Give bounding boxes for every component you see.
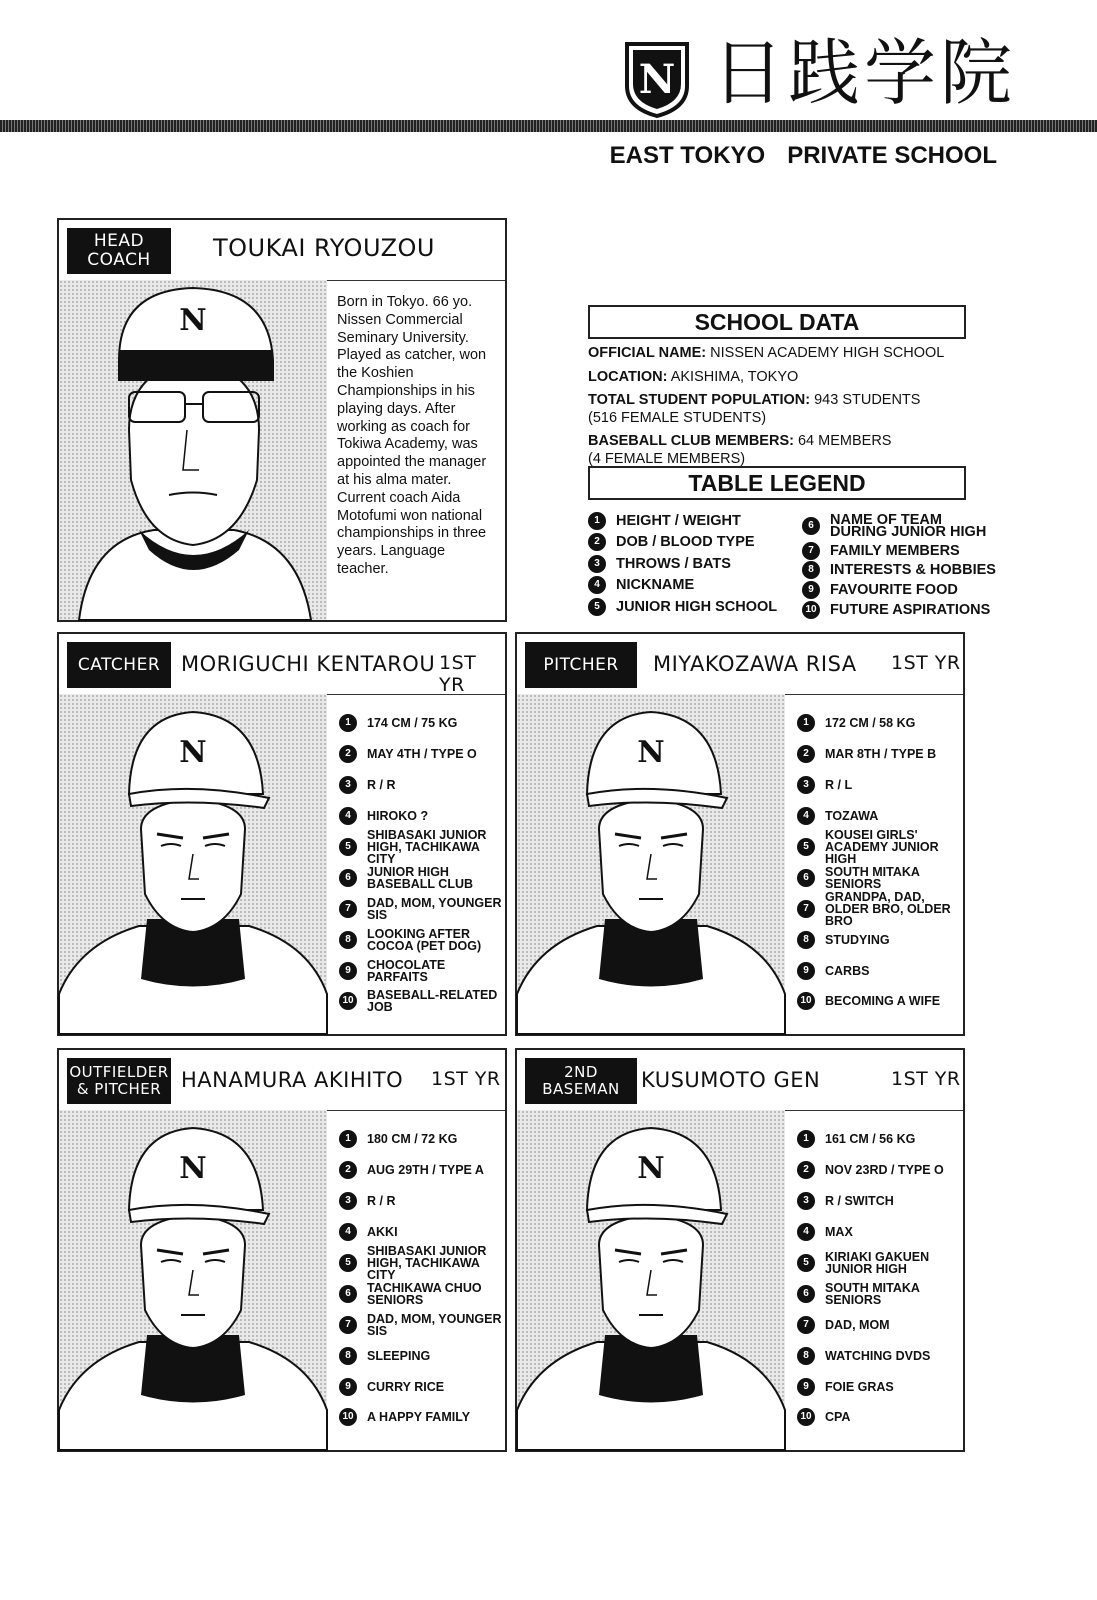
stat-number-icon: 5 [339,838,357,856]
population-value: 943 STUDENTS [814,392,921,408]
stat-number-icon: 3 [797,1192,815,1210]
stat-number-icon: 6 [339,1285,357,1303]
stat-number-icon: 7 [339,900,357,918]
legend-item: 9 FAVOURITE FOOD [802,580,1002,600]
stat-value: SHIBASAKI JUNIOR HIGH, TACHIKAWA CITY [367,1244,487,1283]
stat-item [339,1186,504,1217]
stat-number-icon: 5 [797,838,815,856]
official-name-label: OFFICIAL NAME: [588,345,707,361]
player-portrait [517,694,785,1034]
stat-item [797,986,962,1017]
stat-value: STUDYING [825,932,890,947]
player-stats [339,1124,504,1433]
stat-item [797,801,962,832]
stat-item [797,1217,962,1248]
player-year: 1ST YR [439,652,477,696]
table-legend [588,466,1018,618]
stat-item [797,1340,962,1371]
legend-item: 7 FAMILY MEMBERS [802,542,1002,560]
school-crest-icon [622,38,692,118]
player-name: KUSUMOTO GEN [641,1068,821,1092]
player-illustration [59,694,327,1034]
stat-item [797,1402,962,1433]
stat-value: 161 CM / 56 KG [825,1132,916,1147]
stat-value: AKKI [367,1225,398,1240]
stat-number-icon: 10 [797,992,815,1010]
stat-item [339,1155,504,1186]
stat-number-icon: 9 [797,962,815,980]
role-tag: OUTFIELDER & PITCHER [67,1058,171,1104]
svg-text:N: N [637,1151,665,1186]
stat-value: HIROKO ? [367,809,429,824]
stat-item [339,1244,504,1283]
population-note: (516 FEMALE STUDENTS) [588,409,767,426]
stat-number-icon: 5 [797,1254,815,1272]
stat-number-icon: 4 [339,1223,357,1241]
stat-item [797,1155,962,1186]
school-name-kanji: 日践学院 [712,31,1017,115]
player-illustration [517,694,785,1034]
player-year: 1ST YR [891,652,961,674]
legend-item: 8 INTERESTS & HOBBIES [802,560,1002,580]
population-label: TOTAL STUDENT POPULATION: [588,392,811,408]
legend-col-right [802,510,1002,620]
stat-item [797,739,962,770]
player-name: MORIGUCHI KENTAROU [181,652,436,676]
role-tag: 2ND BASEMAN [525,1058,637,1104]
stat-item [339,955,504,986]
school-data-box [588,305,1018,468]
location-label: LOCATION: [588,368,668,385]
stat-value: MAY 4TH / TYPE O [367,747,477,762]
player-card-header [59,634,505,695]
stat-item [339,828,504,867]
stat-value: MAX [825,1225,853,1240]
stat-item [339,1217,504,1248]
official-name-row [588,345,1018,363]
player-card [515,1048,965,1452]
stat-item [797,955,962,986]
stat-number-icon: 8 [339,1347,357,1365]
stat-value: BECOMING A WIFE [825,994,941,1009]
stat-number-icon: 1 [339,1130,357,1148]
player-portrait [59,694,327,1034]
stat-number-icon: 4 [797,807,815,825]
legend-item: 10 FUTURE ASPIRATIONS [802,600,1002,620]
role-tag: CATCHER [67,642,171,688]
stat-number-icon: 7 [797,900,815,918]
stat-number-icon: 10 [797,1408,815,1426]
stat-value: KIRIAKI GAKUEN JUNIOR HIGH [825,1250,930,1276]
stat-value: SHIBASAKI JUNIOR HIGH, TACHIKAWA CITY [367,828,487,867]
stat-item [339,862,504,893]
player-card [57,632,507,1036]
player-illustration [517,1110,785,1450]
stat-value: DAD, MOM, YOUNGER SIS [367,895,502,922]
stat-value: SLEEPING [367,1348,431,1363]
stat-value: SOUTH MITAKA SENIORS [825,864,920,891]
stat-item [797,1186,962,1217]
stat-number-icon: 9 [339,962,357,980]
player-card-header [517,634,963,695]
stat-item [797,828,962,867]
coach-card [57,218,507,622]
stat-item [797,889,962,928]
role-tag: HEAD COACH [67,228,171,274]
stat-number-icon: 10 [339,1408,357,1426]
stat-number-icon: 10 [339,992,357,1010]
stat-number-icon: 6 [339,869,357,887]
stat-value: R / L [825,778,853,793]
player-stats [797,708,962,1017]
legend-item: 6 NAME OF TEAM DURING JUNIOR HIGH [802,510,1002,542]
crest-letter: N [638,56,676,103]
stat-number-icon: 2 [797,1161,815,1179]
population-row [588,392,1018,427]
stat-value: A HAPPY FAMILY [367,1410,471,1425]
svg-text:N: N [179,1151,207,1186]
stat-value: NOV 23RD / TYPE O [825,1163,944,1178]
stat-number-icon: 1 [339,714,357,732]
svg-text:N: N [179,735,207,770]
stat-value: KOUSEI GIRLS' ACADEMY JUNIOR HIGH [825,828,939,867]
stat-value: R / SWITCH [825,1194,894,1209]
stat-item [797,770,962,801]
stat-item [797,1371,962,1402]
stat-number-icon: 2 [797,745,815,763]
stat-value: 172 CM / 58 KG [825,716,916,731]
player-stats [797,1124,962,1433]
official-name-value: NISSEN ACADEMY HIGH SCHOOL [710,345,945,361]
stat-value: 174 CM / 75 KG [367,716,458,731]
stat-value: TOZAWA [825,809,879,824]
legend-title: TABLE LEGEND [588,466,966,500]
stat-number-icon: 5 [339,1254,357,1272]
stat-value: DAD, MOM, YOUNGER SIS [367,1311,502,1338]
stat-number-icon: 3 [339,776,357,794]
stat-value: CURRY RICE [367,1379,445,1394]
svg-text:N: N [179,303,207,338]
player-card-header [517,1050,963,1111]
stat-number-icon: 2 [339,745,357,763]
legend-item: 3 THROWS / BATS [588,553,777,575]
player-year: 1ST YR [891,1068,961,1090]
stat-item [339,924,504,955]
school-region: EAST TOKYO [609,142,766,169]
stat-value: SOUTH MITAKA SENIORS [825,1280,920,1307]
stat-item [339,1402,504,1433]
stat-item [339,708,504,739]
stat-number-icon: 6 [797,1285,815,1303]
stat-number-icon: 4 [797,1223,815,1241]
stat-value: GRANDPA, DAD, OLDER BRO, OLDER BRO [825,889,951,928]
stat-number-icon: 3 [797,776,815,794]
coach-name: TOUKAI RYOUZOU [213,234,435,262]
stat-value: LOOKING AFTER COCOA (PET DOG) [367,926,482,953]
stat-value: FOIE GRAS [825,1379,894,1394]
coach-bio: Born in Tokyo. 66 yo. Nissen Commercial Seminary University. Played as catcher, won the Koshien Championships in his playing days. After working as coach for Tokiwa Academy, was appointed the manager at his alma mater. Current coach Aida Motofumi won national championships in three years. Language teacher. [337,294,487,577]
stat-item [797,1248,962,1279]
stat-number-icon: 2 [339,1161,357,1179]
stat-item [339,770,504,801]
coach-card-header [59,220,505,281]
stat-value: CARBS [825,963,870,978]
role-tag: PITCHER [525,642,637,688]
legend-col-left [588,510,777,618]
club-value: 64 MEMBERS [797,433,892,449]
legend-item: 4 NICKNAME [588,575,777,597]
player-name: HANAMURA AKIHITO [181,1068,404,1092]
stat-item [797,1309,962,1340]
location-row [588,369,1018,387]
stat-value: DAD, MOM [825,1317,890,1332]
stat-item [797,1124,962,1155]
player-card-header [59,1050,505,1111]
stat-value: TACHIKAWA CHUO SENIORS [367,1280,482,1307]
club-row [588,433,1018,468]
stat-value: AUG 29TH / TYPE A [367,1163,484,1178]
stat-number-icon: 8 [797,931,815,949]
stat-number-icon: 8 [797,1347,815,1365]
stat-number-icon: 7 [339,1316,357,1334]
school-category [610,142,997,170]
player-stats [339,708,504,1017]
stat-number-icon: 1 [797,714,815,732]
stat-value: WATCHING DVDS [825,1348,931,1363]
stat-value: R / R [367,778,396,793]
club-note: (4 FEMALE MEMBERS) [588,450,746,467]
stat-value: MAR 8TH / TYPE B [825,747,937,762]
player-name: MIYAKOZAWA RISA [653,652,857,676]
stat-number-icon: 4 [339,807,357,825]
player-card [57,1048,507,1452]
school-data-title: SCHOOL DATA [588,305,966,339]
stat-item [339,893,504,924]
stat-number-icon: 1 [797,1130,815,1148]
club-label: BASEBALL CLUB MEMBERS: [588,433,794,449]
legend-item: 5 JUNIOR HIGH SCHOOL [588,596,777,618]
stat-number-icon: 6 [797,869,815,887]
stat-item [797,708,962,739]
coach-portrait [59,280,487,620]
stat-number-icon: 7 [797,1316,815,1334]
stat-value: BASEBALL-RELATED JOB [367,988,498,1015]
legend-item: 2 DOB / BLOOD TYPE [588,532,777,554]
player-portrait [59,1110,327,1450]
stat-number-icon: 9 [339,1378,357,1396]
location-value: AKISHIMA, TOKYO [670,368,799,385]
page-header [0,0,1097,200]
player-year: 1ST YR [431,1068,501,1090]
stat-value: JUNIOR HIGH BASEBALL CLUB [367,864,474,891]
player-illustration [59,1110,327,1450]
stat-item [339,986,504,1017]
stat-item [339,1371,504,1402]
svg-text:N: N [637,735,665,770]
stat-item [339,1278,504,1309]
stat-number-icon: 8 [339,931,357,949]
stat-item [797,862,962,893]
legend-item: 1 HEIGHT / WEIGHT [588,510,777,532]
stat-item [797,924,962,955]
player-card [515,632,965,1036]
stat-item [339,739,504,770]
stat-value: 180 CM / 72 KG [367,1132,458,1147]
stat-item [339,1309,504,1340]
stat-item [339,1340,504,1371]
header-divider [0,120,1097,132]
stat-value: R / R [367,1194,396,1209]
school-type: PRIVATE SCHOOL [787,142,997,169]
stat-item [339,1124,504,1155]
coach-illustration [59,280,327,620]
stat-number-icon: 3 [339,1192,357,1210]
stat-value: CPA [825,1410,851,1425]
stat-item [797,1278,962,1309]
stat-value: CHOCOLATE PARFAITS [367,957,446,984]
stat-number-icon: 9 [797,1378,815,1396]
player-portrait [517,1110,785,1450]
stat-item [339,801,504,832]
